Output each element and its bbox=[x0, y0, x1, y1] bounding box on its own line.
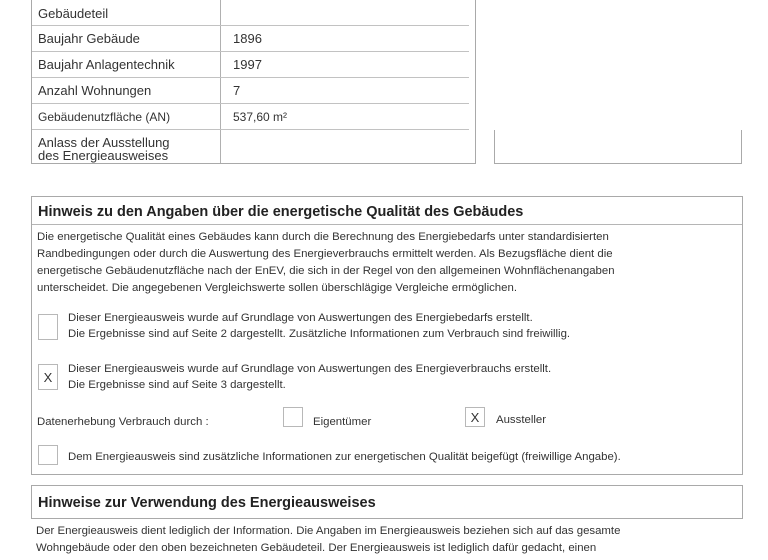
row-value: 7 bbox=[233, 83, 241, 98]
photo-box-frame bbox=[494, 130, 742, 164]
option-line: Dieser Energieausweis wurde auf Grundlage von Auswertungen des Energieverbrauchs erstellt. bbox=[68, 363, 552, 375]
row-value: 1896 bbox=[233, 31, 262, 46]
row-label: Anlass der Ausstellung bbox=[38, 135, 170, 150]
option-energiebedarf-text bbox=[68, 310, 570, 342]
row-label-line2: des Energieausweises bbox=[38, 148, 169, 163]
eigentuemer-label: Eigentümer bbox=[313, 416, 372, 428]
paragraph-line: Der Energieausweis dient lediglich der Information. Die Angaben im Energieausweis beziehen sich auf das gesamte bbox=[36, 525, 621, 537]
row-label: Baujahr Anlagentechnik bbox=[38, 57, 175, 72]
paragraph-line: unterscheidet. Die angegebenen Vergleichswerte sollen überschlägige Vergleiche ermöglichen. bbox=[37, 282, 517, 294]
section-header bbox=[32, 197, 742, 225]
section-title: Hinweis zu den Angaben über die energetische Qualität des Gebäudes bbox=[38, 204, 524, 220]
paragraph-line: Die energetische Qualität eines Gebäudes kann durch die Berechnung des Energiebedarfs unter standardisierten bbox=[37, 231, 609, 243]
checkbox-energieverbrauch[interactable]: X bbox=[38, 364, 58, 390]
paragraph-line: energetische Gebäudenutzfläche nach der EnEV, die sich in der Regel von den allgemeinen Wohnflächenangaben bbox=[37, 265, 615, 277]
table-row-nutzflaeche bbox=[32, 0, 475, 130]
quality-notice-paragraph bbox=[37, 229, 615, 297]
option-line: Die Ergebnisse sind auf Seite 2 dargestellt. Zusätzliche Informationen zum Verbrauch sind freiwillig. bbox=[68, 328, 571, 340]
paragraph-line: Randbedingungen oder durch die Auswertung des Energieverbrauchs ermittelt werden. Als Bezugsfläche dient die bbox=[37, 248, 613, 260]
data-collection-label: Datenerhebung Verbrauch durch : bbox=[37, 416, 209, 428]
checkbox-aussteller[interactable]: X bbox=[465, 407, 485, 427]
row-label: Anzahl Wohnungen bbox=[38, 83, 152, 98]
zusatzinformationen-label: Dem Energieausweis sind zusätzliche Informationen zur energetischen Qualität beigefügt (freiwillige Angabe). bbox=[68, 451, 621, 463]
option-line: Dieser Energieausweis wurde auf Grundlage von Auswertungen des Energiebedarfs erstellt. bbox=[68, 312, 533, 324]
quality-notice-section bbox=[31, 196, 743, 475]
checkbox-zusatzinformationen[interactable] bbox=[38, 445, 58, 465]
row-label: Gebäudenutzfläche (AN) bbox=[38, 110, 171, 124]
section-title: Hinweise zur Verwendung des Energieausweises bbox=[38, 495, 376, 511]
row-value: 1997 bbox=[233, 57, 262, 72]
option-line: Die Ergebnisse sind auf Seite 3 dargestellt. bbox=[68, 379, 286, 391]
row-label: Baujahr Gebäude bbox=[38, 31, 140, 46]
usage-notice-paragraph bbox=[36, 523, 620, 557]
checkbox-energiebedarf[interactable] bbox=[38, 314, 58, 340]
table-row-anlass bbox=[32, 130, 475, 164]
building-data-table bbox=[31, 0, 476, 164]
checkbox-eigentuemer[interactable] bbox=[283, 407, 303, 427]
paragraph-line: Wohngebäude oder den oben bezeichneten Gebäudeteil. Der Energieausweis ist lediglich dafür gedacht, einen bbox=[36, 542, 597, 554]
usage-notice-header bbox=[31, 485, 743, 519]
row-value: 537,60 m² bbox=[233, 110, 288, 124]
option-energieverbrauch-text bbox=[68, 361, 551, 393]
row-label: Gebäudeteil bbox=[38, 6, 109, 21]
aussteller-label: Aussteller bbox=[496, 414, 547, 426]
